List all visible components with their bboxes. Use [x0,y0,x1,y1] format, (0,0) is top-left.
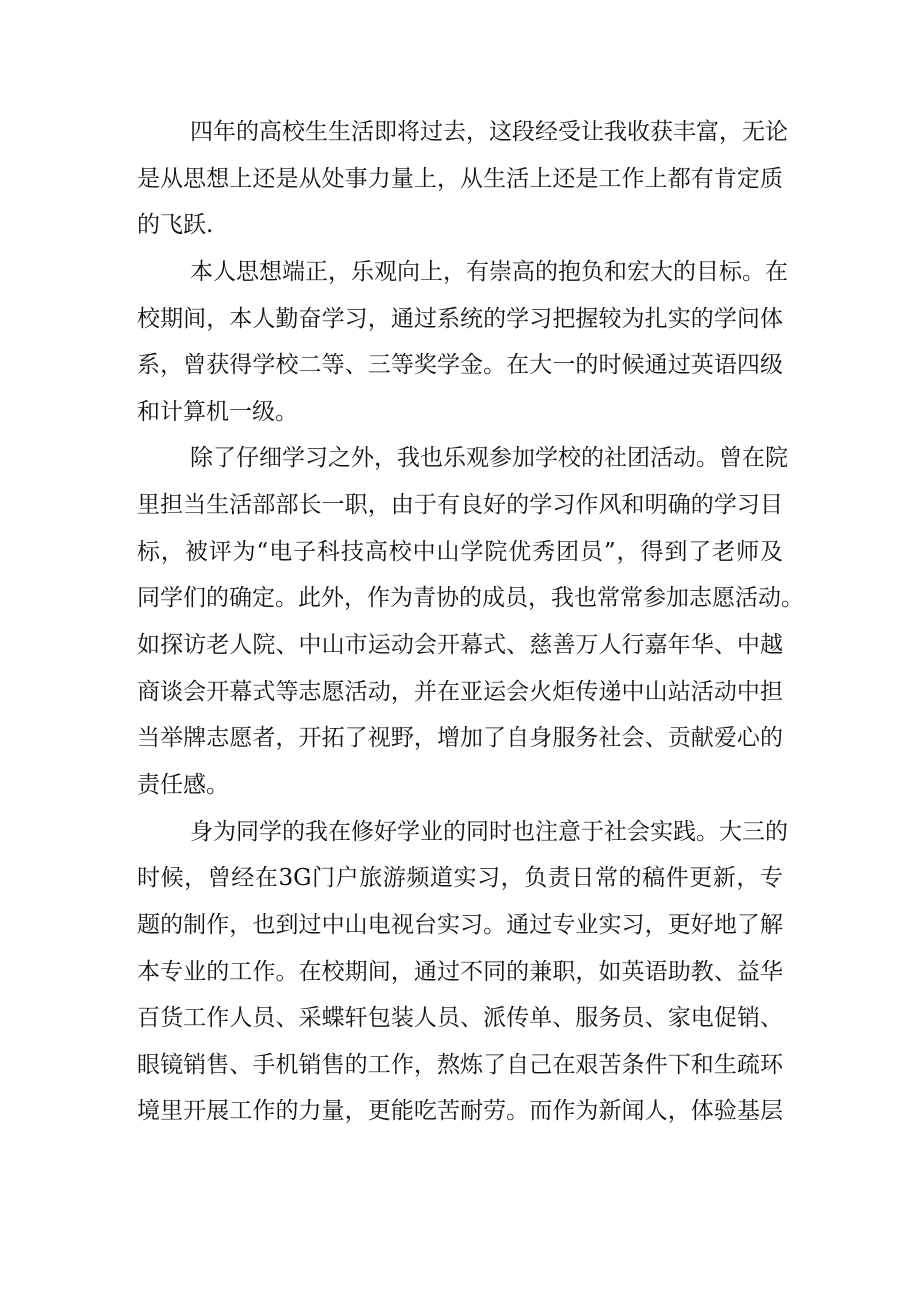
text-line: 当举牌志愿者，开拓了视野，增加了自身服务社会、贡献爱心的 [137,725,783,752]
document-body [137,116,804,1142]
text-line: 身为同学的我在修好学业的同时也注意于社会实践。大三的 [190,818,788,845]
text-line: 本人思想端正，乐观向上，有崇高的抱负和宏大的目标。在 [190,258,788,285]
paragraph-2 [137,256,788,443]
text-line: 和计算机一级。 [137,398,298,425]
paragraph-1 [137,116,788,256]
text-line: 校期间，本人勤奋学习，通过系统的学习把握较为扎实的学问体 [137,305,783,332]
text-line: 的飞跃. [137,212,214,239]
text-line: 商谈会开幕式等志愿活动，并在亚运会火炬传递中山站活动中担 [137,678,783,705]
text-line: 是从思想上还是从处事力量上，从生活上还是工作上都有肯定质 [137,165,783,192]
text-line: 如探访老人院、中山市运动会开幕式、慈善万人行嘉年华、中越 [137,632,783,659]
text-line: 标，被评为“电子科技高校中山学院优秀团员”，得到了老师及 [137,538,783,565]
text-line: 题的制作，也到过中山电视台实习。通过专业实习，更好地了解 [137,911,783,938]
paragraph-4 [137,816,788,1142]
text-line: 时候，曾经在3G门户旅游频道实习，负责日常的稿件更新，专 [137,865,783,892]
text-line: 里担当生活部部长一职，由于有良好的学习作风和明确的学习目 [137,492,783,519]
text-line: 责任感。 [137,771,229,798]
text-line: 本专业的工作。在校期间，通过不同的兼职，如英语助教、益华 [137,958,783,985]
text-line: 同学们的确定。此外，作为青协的成员，我也常常参加志愿活动。 [137,585,804,612]
text-line: 百货工作人员、采蝶轩包装人员、派传单、服务员、家电促销、 [137,1005,783,1032]
text-line: 境里开展工作的力量，更能吃苦耐劳。而作为新闻人，体验基层 [137,1098,783,1125]
text-line: 除了仔细学习之外，我也乐观参加学校的社团活动。曾在院 [190,445,788,472]
text-line: 系，曾获得学校二等、三等奖学金。在大一的时候通过英语四级 [137,352,783,379]
text-line: 眼镜销售、手机销售的工作，熬炼了自己在艰苦条件下和生疏环 [137,1051,783,1078]
paragraph-3 [137,442,804,815]
text-line: 四年的高校生生活即将过去，这段经受让我收获丰富，无论 [190,119,788,145]
